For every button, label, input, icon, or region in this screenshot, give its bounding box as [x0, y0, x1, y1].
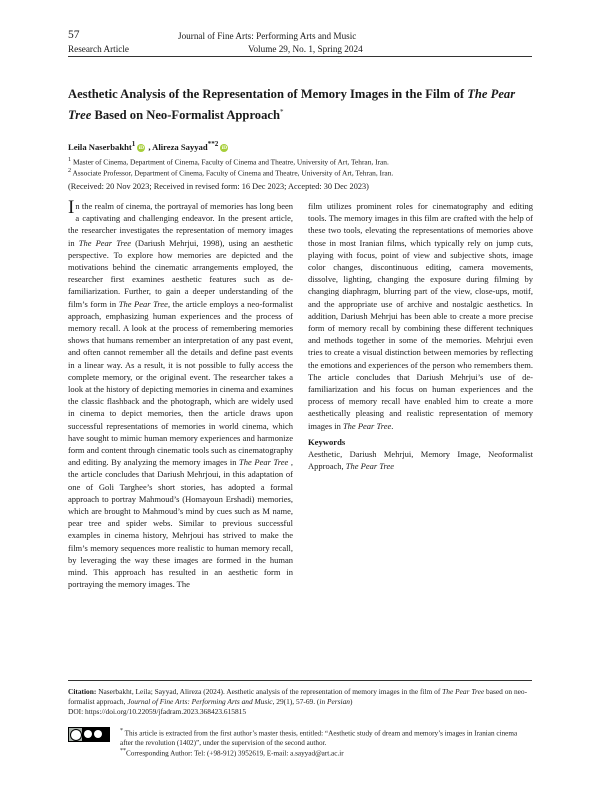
article-type: Research Article: [68, 44, 129, 54]
keywords-text: Aesthetic, Dariush Mehrjui, Memory Image, Neoformalist Approach, The Pear Tree: [308, 449, 533, 472]
author-2: Alireza Sayyad: [152, 141, 208, 152]
footnote-corresponding-author: **Corresponding Author: Tel: (+98-912) 3952619, E-mail: a.sayyad@art.ac.ir: [120, 748, 344, 758]
affiliation-1: $^1$ Master of Cinema, Department of Cinema, Faculty of Cinema and Theatre, University of Art, Tehran, Iran.: [68, 157, 389, 167]
volume-info: Volume 29, No. 1, Spring 2024: [248, 44, 363, 54]
citation-label: Citation:: [68, 687, 97, 696]
received-dates: (Received: 20 Nov 2023; Received in revised form: 16 Dec 2023; Accepted: 30 Dec 2023): [68, 182, 369, 191]
header-rule: [68, 56, 532, 57]
affiliation-2: $^2$ Associate Professor, Department of Cinema, Faculty of Cinema and Theatre, University of Art, Tehran, Iran.: [68, 168, 394, 178]
title-footnote-mark: *: [280, 108, 284, 116]
author-1: Leila Naserbakht: [68, 141, 132, 152]
drop-cap: I: [68, 197, 75, 218]
footnote-thesis: * This article is extracted from the first author’s master thesis, entitled: “Aesthetic study of dream and memory’s images in Iranian cinema after the revolution (1402)”, under the supervision of the second author.: [120, 728, 518, 747]
keywords-heading: Keywords: [308, 436, 346, 447]
abstract-text: In the realm of cinema, the portrayal of memories has long been a captivating and challenging endeavor. In the present article, the researcher investigates the representation of memory images in The Pear Tree (Dariush Mehrjui, 1998), using an aesthetic perspective. To explore how memories are depicted and the motivations behind the cinematic arrangements employed, the researcher first examines aesthetic features such as de-familiarization. Further, to gain a deeper understanding of the film’s form in The Pear Tree, the article employs a neo-formalist approach, emphasizing human experiences and the process of memory recall. A look at the process of remembering memories shows that humans remember an interpretation of any past event, and often cannot remember all the details and define past events in a linear way. As a result, it is not possible to fully access the complete memory, or the original event. The researcher takes a look at the history of depicting memories in cinema and examines the classic flashback and the photograph, which are widely used in cinema to depict memories, then the article draws upon successful representations of memories in world cinema, which have sought to mimic human memory experiences and harmonize form and content through cinematic tools such as cinematography and editing. By analyzing the memory images in The Pear Tree , the article concludes that Dariush Mehrjoui, in this adaptation of one of Goli Targhee’s short stories, has adopted a formal approach to portray Mahmoud’s (Homayoun Ershadi) memories, which are brought to Mahmoud’s mind by cues such as M name, pear tree and spider webs. Similar to previous successful examples in cinema history, Mehrjoui has strived to make the film’s memory sequences more realistic to human memory recall, by leveraging the way these images are formed in the human mind. This approach has resulted in an aesthetic form in portraying the memory images. The: [68, 197, 294, 590]
author-line: Leila Naserbakht$^1$ iD , Alireza Sayyad$^{**2}$ iD: [68, 140, 228, 152]
abstract-text-continued: film utilizes prominent roles for cinematography and editing tools. The memory images in this film are crafted with the help of these two tools, elevating the representations of memories above those in most Iranian films, which typically rely on jump cuts, playing with focus, point of view and subjective shots, image color changes, discontinuous editing, camera movements, dissolve, lighting, changing the exposure during filming by changing diaphragm, blurring part of the view, close-ups, motif, and the appropriate use of archive and nostalgic aesthetics. In addition, Dariush Mehrjui has been able to create a more precise form of memory recall by combining these different techniques and methods together in some of the memories. Mehrjui even tries to create a visual distinction between memories by reflecting the emotions and experiences of the person who remembers them. The article concludes that Dariush Mehrjui’s use of de-familiarization and his focus on human experiences and the process of memory recall have enabled him to create a more aesthetically pleasing and realistic representation of memory images in The Pear Tree.: [308, 201, 533, 431]
citation-block: Citation: Naserbakht, Leila; Sayyad, Alireza (2024). Aesthetic analysis of the representation of memory images in the film of The Pear Tree based on neo-formalist approach, Journal of Fine Arts: Performing Arts and Music, 29(1), 57-69. (in Persian) DOI: https://doi.org/10.22059/jfadram.2023.368423.615815: [68, 687, 528, 716]
orcid-icon[interactable]: iD: [138, 144, 145, 151]
creative-commons-icon[interactable]: [68, 727, 110, 742]
page-number: 57: [68, 29, 80, 41]
license-footnotes: [68, 727, 532, 763]
orcid-icon[interactable]: iD: [221, 144, 228, 151]
film-title: The Pear Tree: [68, 87, 516, 123]
abstract-left-column: [68, 197, 294, 591]
abstract-right-column: [308, 200, 533, 472]
doi-link[interactable]: DOI: https://doi.org/10.22059/jfadram.2023.368423.615815: [68, 707, 247, 716]
article-title: Aesthetic Analysis of the Representation of Memory Images in the Film of The Pear Tree Based on Neo-Formalist Approach*: [68, 87, 516, 123]
citation-rule: [68, 680, 532, 681]
journal-title: Journal of Fine Arts: Performing Arts and Music: [178, 31, 357, 41]
